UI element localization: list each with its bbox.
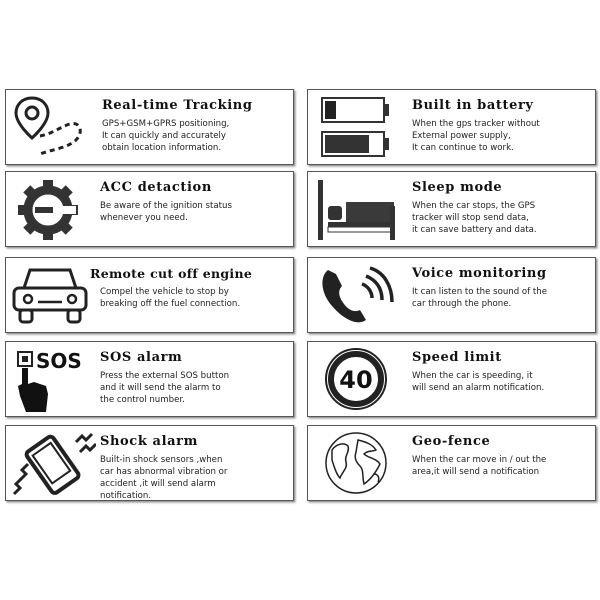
feature-card-sos-alarm [5, 341, 294, 417]
feature-title: Voice monitoring [412, 266, 547, 281]
globe-icon [314, 430, 404, 496]
feature-title: Remote cut off engine [90, 266, 253, 281]
bed-icon [314, 176, 404, 242]
feature-title: Built in battery [412, 98, 534, 113]
feature-card-voice-monitoring [307, 257, 596, 333]
feature-title: Sleep mode [412, 180, 503, 195]
feature-card-shock-alarm [5, 425, 294, 501]
feature-description: Press the external SOS button and it will send the alarm to the control number. [100, 371, 230, 405]
feature-description: Compel the vehicle to stop by breaking off the fuel connection. [100, 287, 241, 309]
speed-limit-value: 40 [339, 366, 373, 394]
feature-title: Shock alarm [100, 434, 198, 449]
gear-icon [10, 176, 96, 242]
feature-description: Be aware of the ignition status whenever you need. [100, 201, 232, 223]
sos-button-icon [10, 346, 96, 412]
feature-title: Geo-fence [412, 434, 491, 449]
feature-card-speed-limit [307, 341, 596, 417]
feature-title: Real-time Tracking [102, 98, 253, 113]
feature-description: When the gps tracker without External power supply, It can continue to work. [412, 119, 540, 153]
feature-card-realtime-tracking [5, 89, 294, 165]
feature-card-remote-cut-off-engine [5, 257, 294, 333]
feature-description: It can listen to the sound of the car through the phone. [412, 287, 548, 309]
feature-card-built-in-battery [307, 89, 596, 165]
sos-label: SOS [36, 349, 82, 373]
feature-card-acc-detection [5, 171, 294, 247]
feature-card-sleep-mode [307, 171, 596, 247]
feature-title: Speed limit [412, 350, 502, 365]
feature-title: SOS alarm [100, 350, 183, 365]
speed-limit-sign-icon [314, 346, 404, 412]
feature-description: Built-in shock sensors ,when car has abnormal vibration or accident ,it will send alarm notification. [100, 455, 228, 501]
phone-icon [314, 262, 404, 328]
car-icon [10, 262, 96, 328]
feature-description: When the car is speeding, it will send an alarm notification. [412, 371, 545, 393]
location-pin-icon [10, 94, 96, 160]
battery-icon [314, 94, 404, 160]
feature-title: ACC detaction [100, 180, 212, 195]
feature-description: When the car move in / out the area,it will send a notification [412, 455, 547, 477]
feature-description: GPS+GSM+GPRS positioning, It can quickly and accurately obtain location information. [102, 119, 230, 153]
vibrating-phone-icon [10, 430, 96, 496]
feature-card-geo-fence [307, 425, 596, 501]
feature-description: When the car stops, the GPS tracker will stop send data, it can save battery and data. [412, 201, 537, 235]
